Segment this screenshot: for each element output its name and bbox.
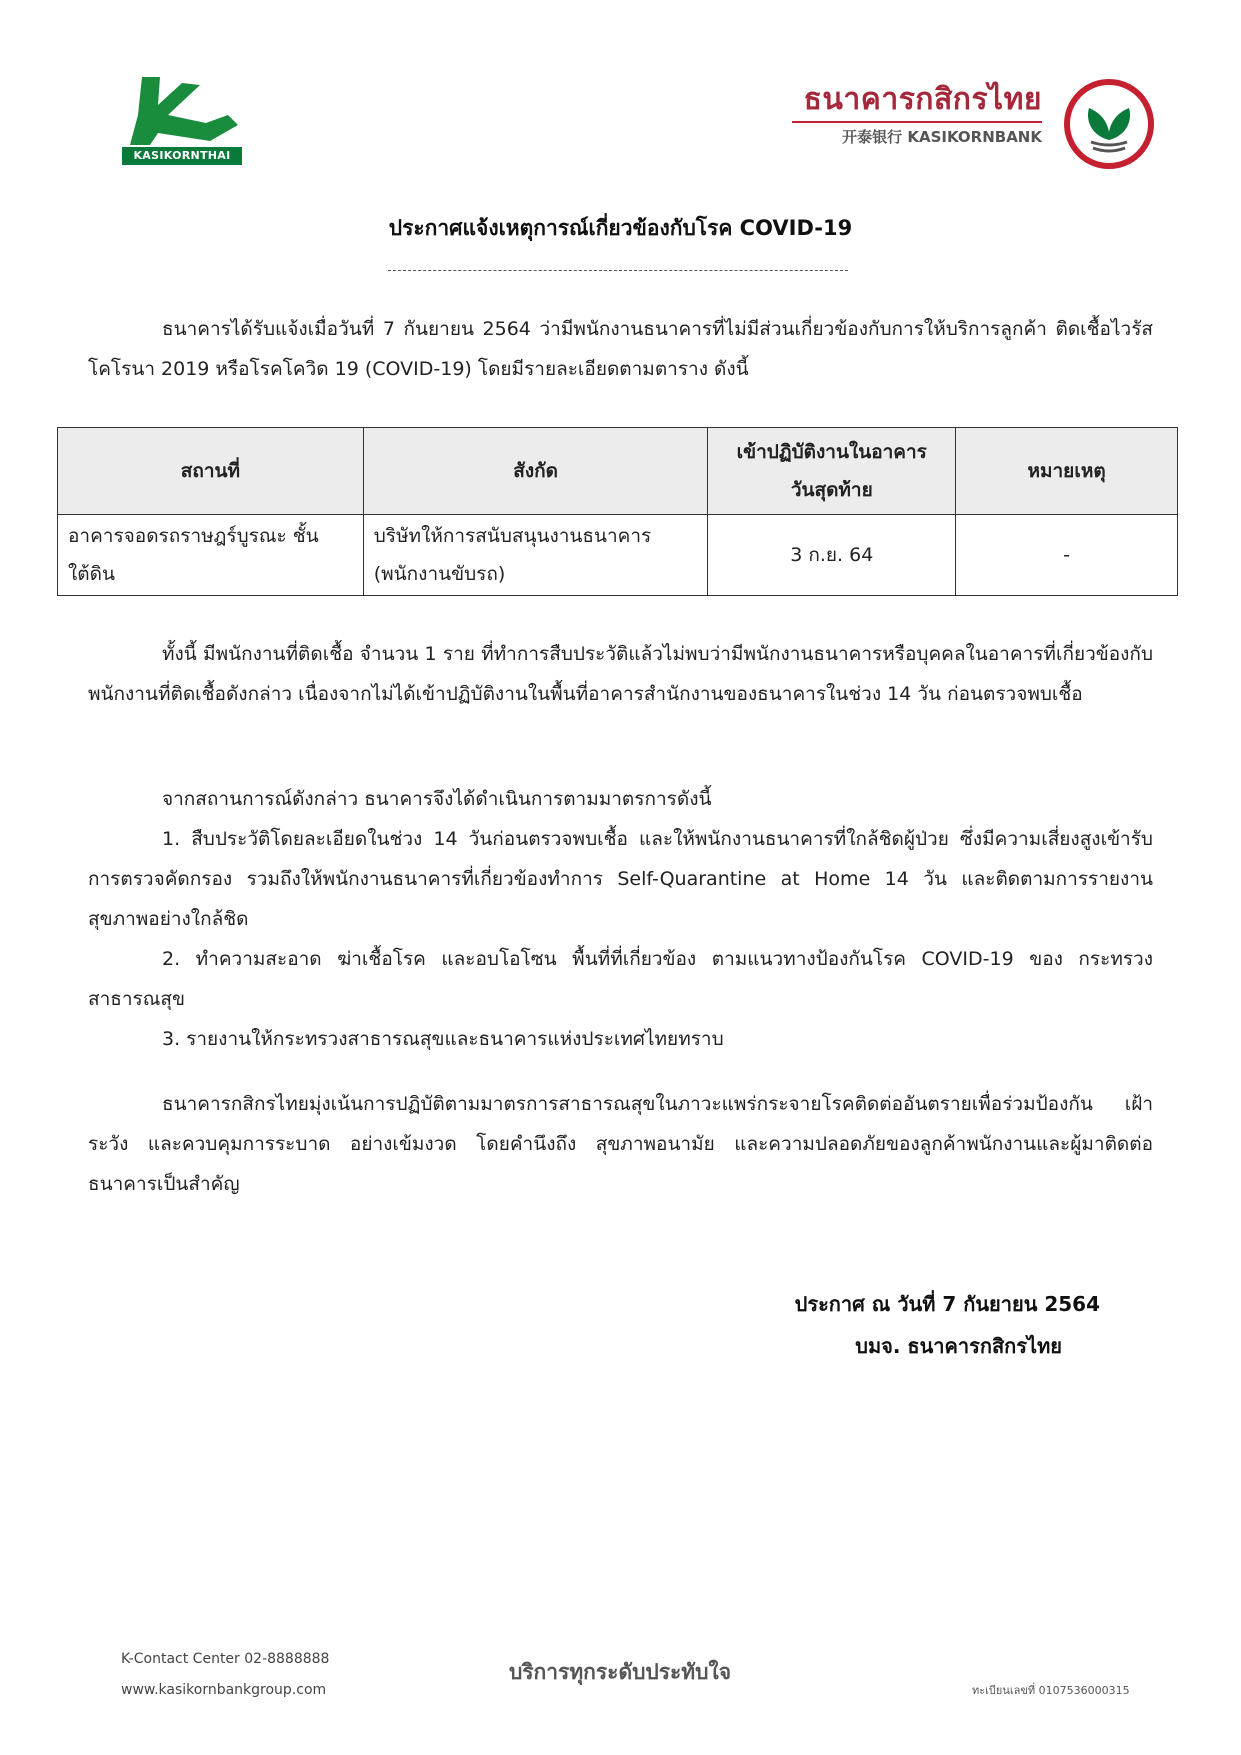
header-last-work-day: เข้าปฏิบัติงานในอาคาร วันสุดท้าย	[708, 428, 956, 515]
document-title: ประกาศแจ้งเหตุการณ์เกี่ยวข้องกับโรค COVID-19	[388, 216, 853, 240]
measure-item-3: 3. รายงานให้กระทรวงสาธารณสุขและธนาคารแห่งประเทศไทยทราบ	[162, 1028, 724, 1050]
measure-item-1: 1. สืบประวัติโดยละเอียดในช่วง 14 วันก่อนตรวจพบเชื้อ และให้พนักงานธนาคารที่ใกล้ชิดผู้ป่วย ซึ่งมีความเสี่ยงสูงเข้ารับการตรวจคัดกรอง รวมถึงให้พนักงานธนาคารที่เกี่ยวข้องทำการ Self-Quarantine at Home 14 วัน และติดตามการรายงานสุขภาพอย่างใกล้ชิด	[88, 828, 1153, 930]
k-letter-icon	[120, 75, 245, 147]
bank-name-english: 开泰银行 KASIKORNBANK	[842, 128, 1042, 146]
incident-table	[57, 427, 1178, 596]
measure-item-2: 2. ทำความสะอาด ฆ่าเชื้อโรค และอบโอโซน พื้นที่ที่เกี่ยวข้อง ตามแนวทางป้องกันโรค COVID-19 ของ กระทรวงสาธารณสุข	[88, 948, 1153, 1010]
header-remarks: หมายเหตุ	[956, 428, 1178, 515]
kasikornthai-logo	[120, 75, 245, 167]
cell-remarks: -	[956, 515, 1178, 596]
kasikornthai-label: KASIKORNTHAI	[122, 147, 242, 165]
table-row	[58, 515, 1178, 596]
announcement-date: ประกาศ ณ วันที่ 7 กันยายน 2564	[794, 1292, 1100, 1316]
contact-center: K-Contact Center 02-8888888	[121, 1651, 330, 1667]
title-divider	[388, 270, 848, 271]
table-header-row	[58, 428, 1178, 515]
header-location: สถานที่	[58, 428, 364, 515]
cell-location: อาคารจอดรถราษฎร์บูรณะ ชั้นใต้ดิน	[58, 515, 364, 596]
website-link[interactable]: www.kasikornbankgroup.com	[121, 1682, 327, 1698]
kasikornbank-wordmark	[792, 82, 1042, 152]
investigation-paragraph: ทั้งนี้ มีพนักงานที่ติดเชื้อ จำนวน 1 ราย ที่ทำการสืบประวัติแล้วไม่พบว่ามีพนักงานธนาคารหรือบุคคลในอาคารที่เกี่ยวข้องกับพนักงานที่ติดเชื้อดังกล่าว เนื่องจากไม่ได้เข้าปฏิบัติงานในพื้นที่อาคารสำนักงานของธนาคารในช่วง 14 วัน ก่อนตรวจพบเชื้อ	[88, 643, 1153, 705]
measures-intro: จากสถานการณ์ดังกล่าว ธนาคารจึงได้ดำเนินการตามมาตรการดังนี้	[162, 788, 712, 810]
measures-section	[88, 779, 1153, 1059]
header-affiliation: สังกัด	[363, 428, 708, 515]
footer-slogan: บริการทุกระดับประทับใจ	[508, 1659, 732, 1684]
wordmark-divider	[792, 121, 1042, 123]
closing-paragraph: ธนาคารกสิกรไทยมุ่งเน้นการปฏิบัติตามมาตรการสาธารณสุขในภาวะแพร่กระจายโรคติดต่ออันตรายเพื่อร่วมป้องกัน เฝ้าระวัง และควบคุมการระบาด อย่างเข้มงวด โดยคำนึงถึง สุขภาพอนามัย และความปลอดภัยของลูกค้าพนักงานและผู้มาติดต่อธนาคารเป็นสำคัญ	[88, 1093, 1153, 1195]
issuing-organization: บมจ. ธนาคารกสิกรไทย	[855, 1334, 1062, 1358]
intro-paragraph: ธนาคารได้รับแจ้งเมื่อวันที่ 7 กันยายน 2564 ว่ามีพนักงานธนาคารที่ไม่มีส่วนเกี่ยวข้องกับการให้บริการลูกค้า ติดเชื้อไวรัสโคโรนา 2019 หรือโรคโควิด 19 (COVID-19) โดยมีรายละเอียดตามตาราง ดังนี้	[88, 318, 1153, 380]
bank-name-thai: ธนาคารกสิกรไทย	[803, 82, 1042, 117]
registration-number: ทะเบียนเลขที่ 0107536000315	[972, 1684, 1130, 1697]
kasikornbank-emblem-icon	[1063, 78, 1155, 170]
cell-affiliation: บริษัทให้การสนับสนุนงานธนาคาร (พนักงานขับรถ)	[363, 515, 708, 596]
cell-last-work-day: 3 ก.ย. 64	[708, 515, 956, 596]
